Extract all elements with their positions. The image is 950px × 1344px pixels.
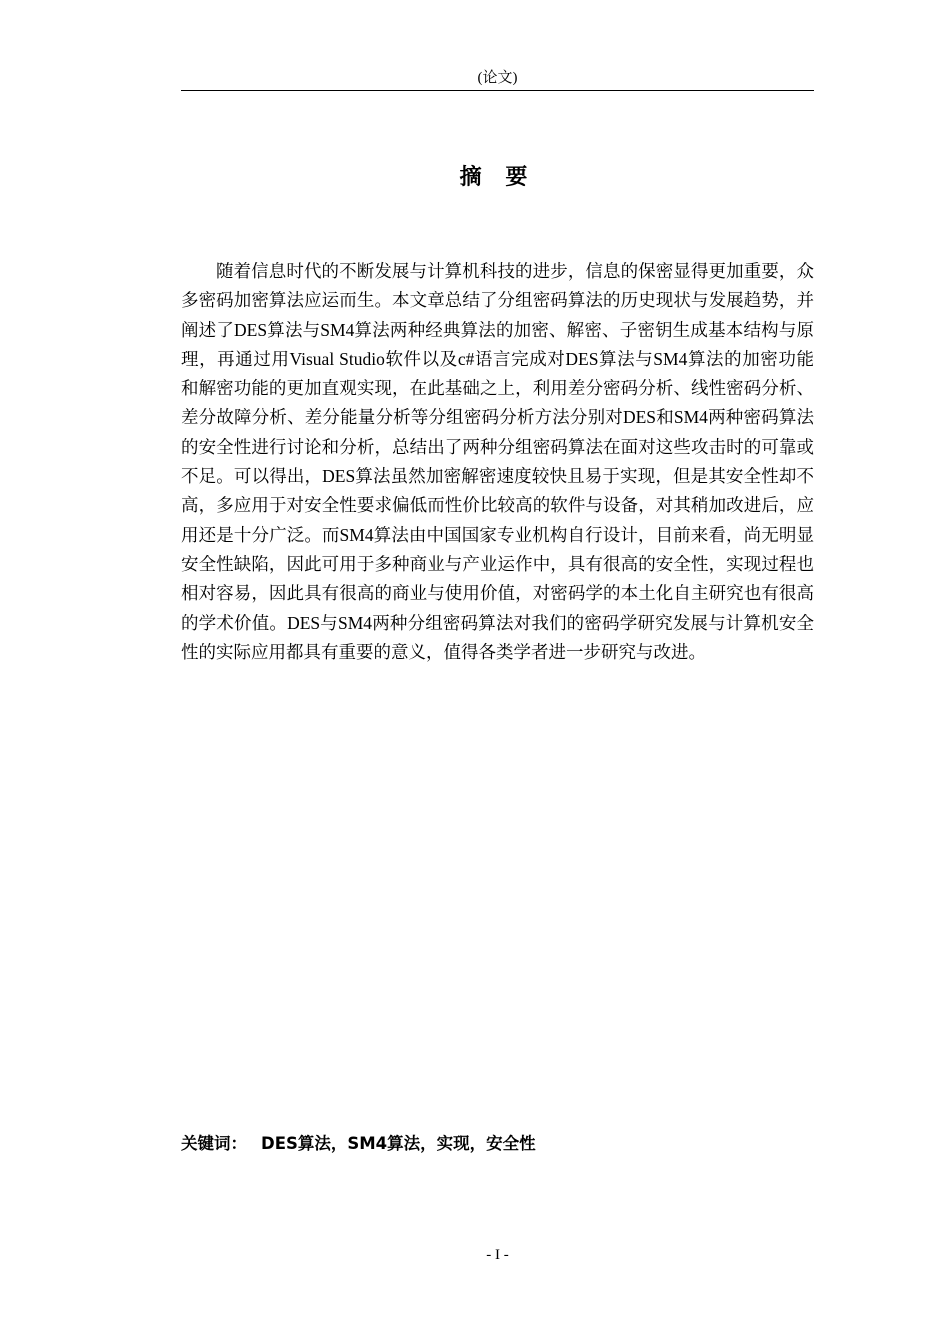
abstract-body: 随着信息时代的不断发展与计算机科技的进步，信息的保密显得更加重要，众多密码加密算法应运而生。本文章总结了分组密码算法的历史现状与发展趋势，并阐述了DES算法与SM4算法两种经典算法的加密、解密、子密钥生成基本结构与原理，再通过用Visual Studio软件以及c#语言完成对DES算法与SM4算法的加密功能和解密功能的更加直观实现，在此基础之上，利用差分密码分析、线性密码分析、差分故障分析、差分能量分析等分组密码分析方法分别对DES和SM4两种密码算法的安全性进行讨论和分析，总结出了两种分组密码算法在面对这些攻击时的可靠或不足。可以得出，DES算法虽然加密解密速度较快且易于实现，但是其安全性却不高，多应用于对安全性要求偏低而性价比较高的软件与设备，对其稍加改进后，应用还是十分广泛。而SM4算法由中国国家专业机构自行设计，目前来看，尚无明显安全性缺陷，因此可用于多种商业与产业运作中，具有很高的安全性，实现过程也相对容易，因此具有很高的商业与使用价值，对密码学的本土化自主研究也有很高的学术价值。DES与SM4两种分组密码算法对我们的密码学研究发展与计算机安全性的实际应用都具有重要的意义，值得各类学者进一步研究与改进。 — [181, 261, 814, 662]
page-number: - I - — [486, 1247, 509, 1263]
running-header: (论文) — [477, 70, 518, 86]
abstract-title: 摘 要 — [459, 165, 536, 190]
header-divider — [181, 90, 814, 91]
keywords-value: DES算法，SM4算法，实现，安全性 — [261, 1134, 536, 1153]
keywords-line — [181, 1131, 814, 1157]
keywords-label: 关键词： — [181, 1134, 247, 1153]
